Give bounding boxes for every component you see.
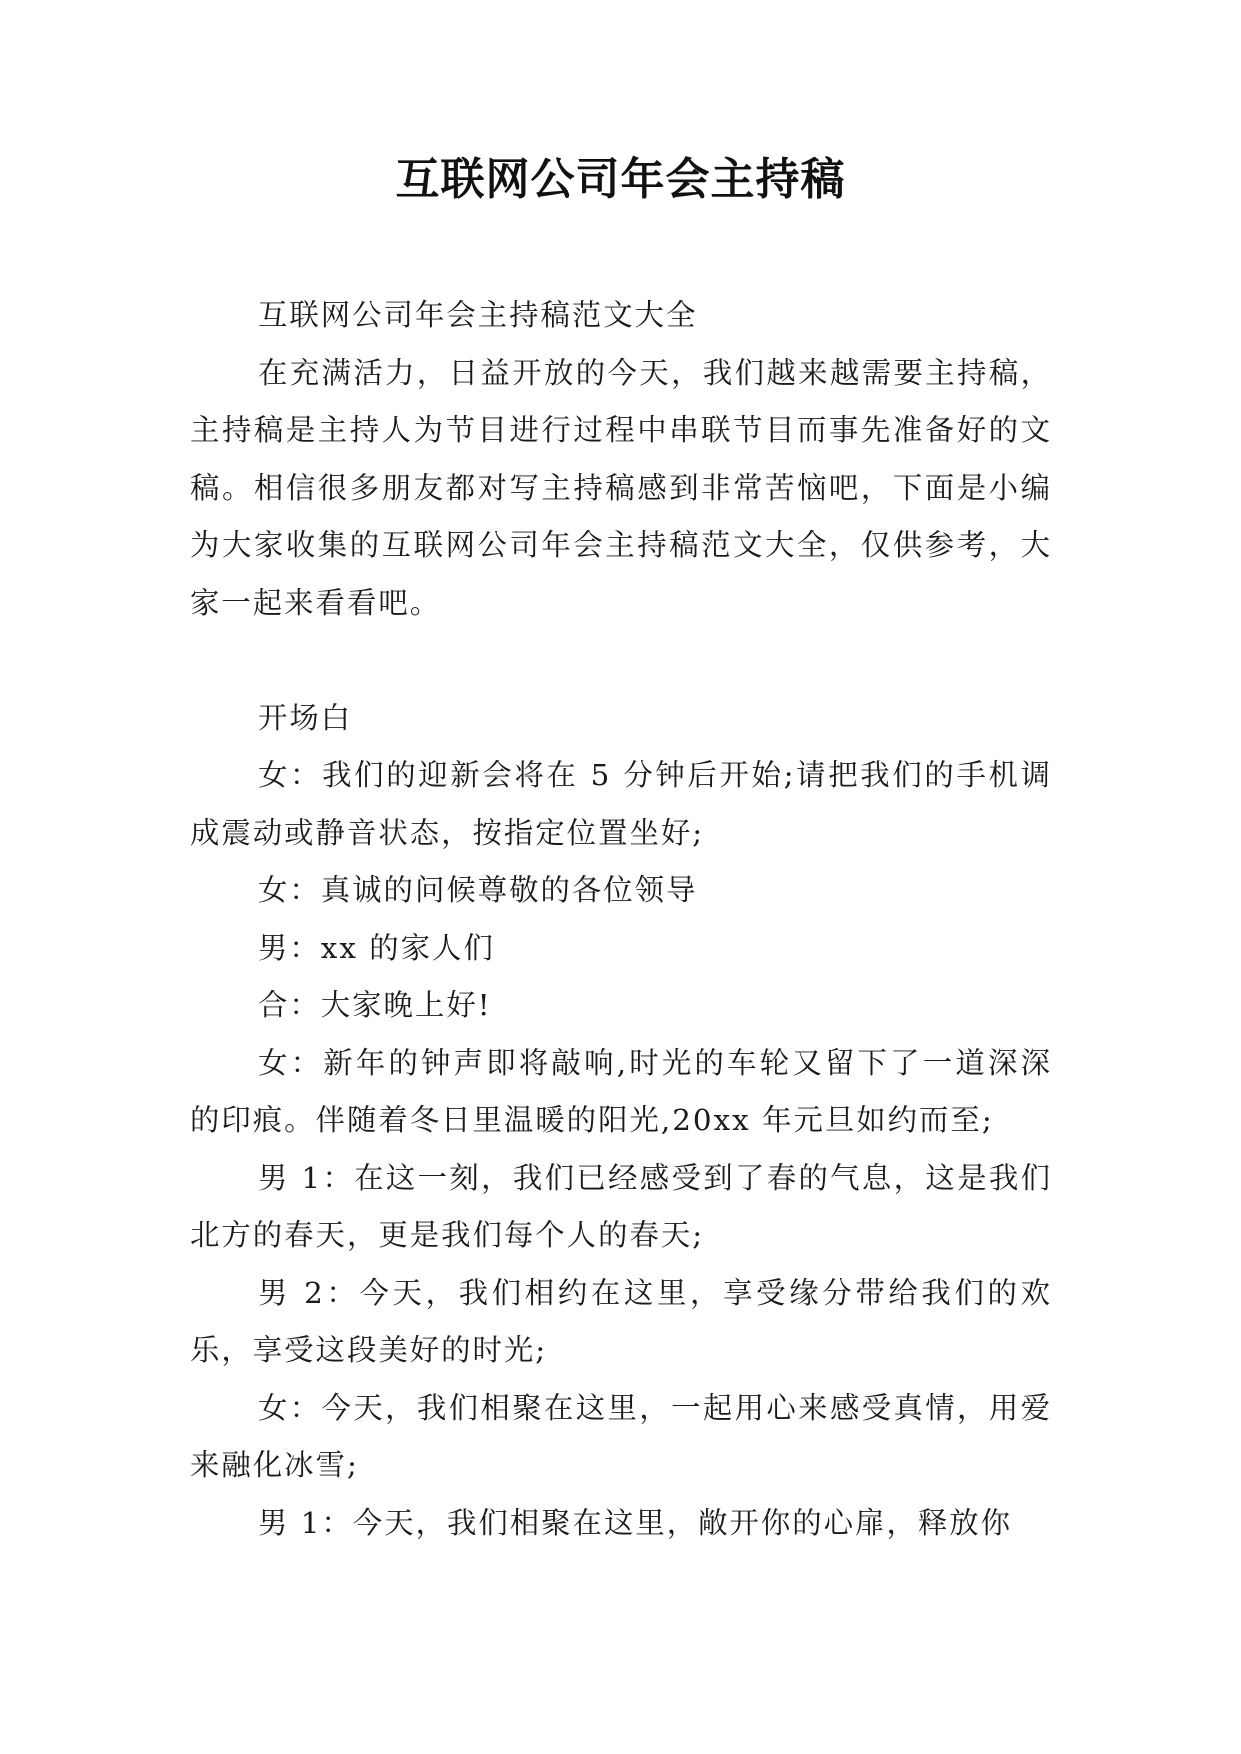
script-line: 男 1：在这一刻，我们已经感受到了春的气息，这是我们北方的春天，更是我们每个人的春天; bbox=[190, 1160, 1052, 1252]
script-line: 女：我们的迎新会将在 5 分钟后开始;请把我们的手机调成震动或静音状态，按指定位置坐好; bbox=[190, 758, 1052, 850]
script-line: 女：今天，我们相聚在这里，一起用心来感受真情，用爱来融化冰雪; bbox=[190, 1390, 1052, 1482]
paragraph-subtitle: 互联网公司年会主持稿范文大全 bbox=[258, 298, 698, 332]
script-line: 男：xx 的家人们 bbox=[258, 930, 495, 965]
script-line: 男 2：今天，我们相约在这里，享受缘分带给我们的欢乐，享受这段美好的时光; bbox=[190, 1275, 1052, 1367]
script-line: 女：真诚的问候尊敬的各位领导 bbox=[258, 873, 698, 907]
document-body bbox=[190, 287, 1052, 1552]
script-line: 男 1：今天，我们相聚在这里，敞开你的心扉，释放你 bbox=[258, 1505, 1013, 1540]
script-line: 女：新年的钟声即将敲响,时光的车轮又留下了一道深深的印痕。伴随着冬日里温暖的阳光,20xx 年元旦如约而至; bbox=[190, 1045, 1052, 1137]
paragraph-spacer bbox=[190, 632, 1052, 690]
paragraph-intro: 在充满活力，日益开放的今天，我们越来越需要主持稿，主持稿是主持人为节目进行过程中串联节目而事先准备好的文稿。相信很多朋友都对写主持稿感到非常苦恼吧，下面是小编为大家收集的互联网公司年会主持稿范文大全，仅供参考，大家一起来看看吧。 bbox=[190, 355, 1052, 620]
section-heading: 开场白 bbox=[258, 700, 353, 735]
document-title: 互联网公司年会主持稿 bbox=[395, 154, 846, 205]
script-line: 合：大家晚上好! bbox=[258, 988, 492, 1022]
